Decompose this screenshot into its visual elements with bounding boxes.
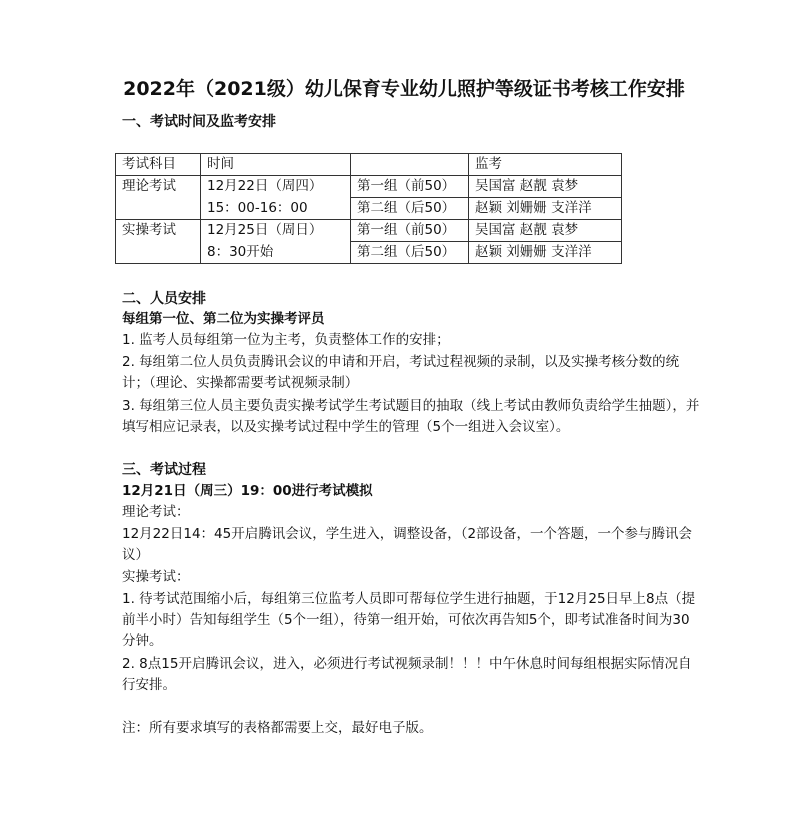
practical-item-1: 1. 待考试范围缩小后，每组第三位监考人员即可帮每位学生进行抽题，于12月25日早上8点（提前半小时）告知每组学生（5个一组），待第一组开始，可依次再告知5个，即考试准备时间为30分钟。 <box>122 591 696 649</box>
practical-date: 12月25日（周日） <box>201 220 351 242</box>
theory-label: 理论考试： <box>122 504 190 520</box>
practical-proctors-1: 吴国富 赵靓 袁梦 <box>469 220 622 242</box>
theory-time: 15：00-16：00 <box>201 198 351 220</box>
header-time: 时间 <box>201 154 351 176</box>
theory-text: 12月22日14：45开启腾讯会议，学生进入，调整设备，（2部设备，一个答题，一个参与腾讯会议） <box>122 526 693 563</box>
theory-group-2: 第二组（后50） <box>351 198 469 220</box>
theory-date: 12月22日（周四） <box>201 176 351 198</box>
section3-subheading: 12月21日（周三）19：00进行考试模拟 <box>122 483 373 499</box>
practical-group-1: 第一组（前50） <box>351 220 469 242</box>
section2-item-3: 3. 每组第三位人员主要负责实操考试学生考试题目的抽取（线上考试由教师负责给学生抽题），并填写相应记录表，以及实操考试过程中学生的管理（5个一组进入会议室）。 <box>122 398 700 435</box>
header-proctor: 监考 <box>469 154 622 176</box>
header-group <box>351 154 469 176</box>
section2-item-2: 2. 每组第二位人员负责腾讯会议的申请和开启，考试过程视频的录制，以及实操考核分数的统计；（理论、实操都需要考试视频录制） <box>122 354 680 391</box>
header-subject: 考试科目 <box>116 154 201 176</box>
section1-heading: 一、考试时间及监考安排 <box>122 114 276 130</box>
practical-group-2: 第二组（后50） <box>351 242 469 264</box>
note: 注：所有要求填写的表格都需要上交，最好电子版。 <box>122 720 433 736</box>
table-header-row <box>116 154 622 176</box>
section3-heading: 三、考试过程 <box>122 462 206 478</box>
table-row <box>116 176 622 198</box>
section2-subheading: 每组第一位、第二位为实操考评员 <box>122 311 325 327</box>
practical-proctors-2: 赵颖 刘姗姗 支洋洋 <box>469 242 622 264</box>
practical-time: 8：30开始 <box>201 242 351 264</box>
theory-subject: 理论考试 <box>116 176 201 220</box>
theory-proctors-1: 吴国富 赵靓 袁梦 <box>469 176 622 198</box>
exam-schedule-table <box>115 153 622 264</box>
document-title: 2022年（2021级）幼儿保育专业幼儿照护等级证书考核工作安排 <box>123 78 685 100</box>
practical-item-2: 2. 8点15开启腾讯会议，进入，必须进行考试视频录制！！！中午休息时间每组根据实际情况自行安排。 <box>122 656 692 693</box>
table-row <box>116 220 622 242</box>
theory-group-1: 第一组（前50） <box>351 176 469 198</box>
practical-label: 实操考试： <box>122 569 190 585</box>
practical-subject: 实操考试 <box>116 220 201 264</box>
theory-proctors-2: 赵颖 刘姗姗 支洋洋 <box>469 198 622 220</box>
section2-item-1: 1. 监考人员每组第一位为主考，负责整体工作的安排； <box>122 332 450 348</box>
section2-heading: 二、人员安排 <box>122 291 206 307</box>
